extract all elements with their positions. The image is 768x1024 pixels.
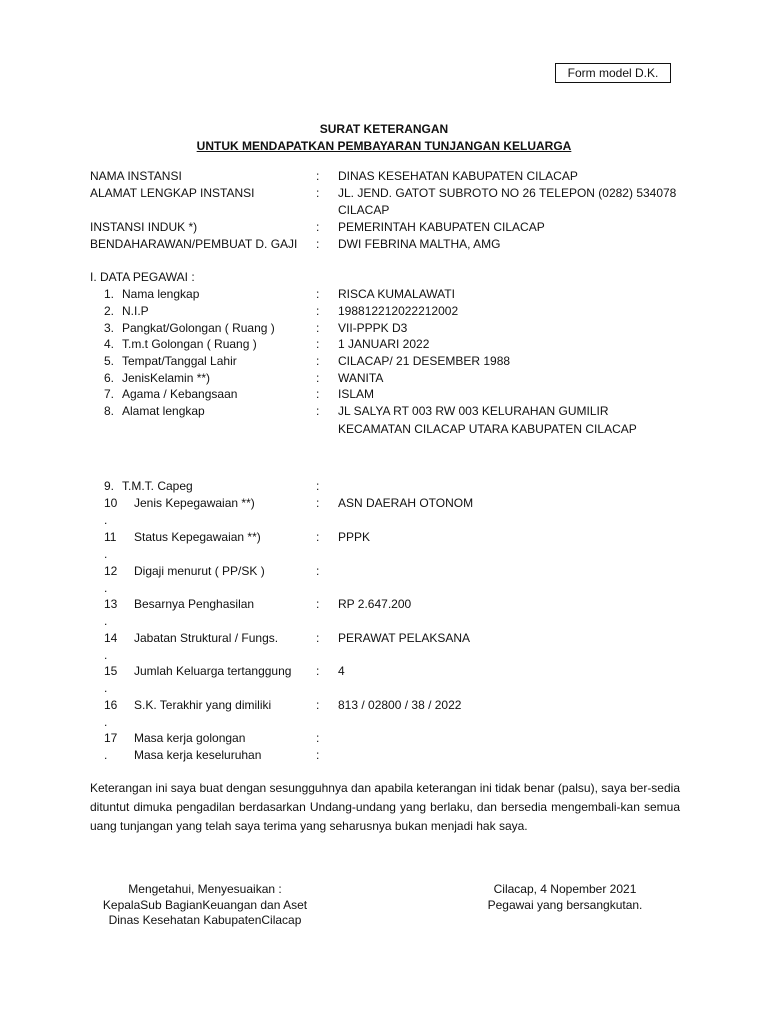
colon: : bbox=[316, 530, 320, 544]
row-label: Agama / Kebangsaan bbox=[122, 387, 238, 401]
row-label: T.m.t Golongan ( Ruang ) bbox=[122, 337, 257, 351]
colon: : bbox=[316, 404, 320, 418]
row-value-line2: KECAMATAN CILACAP UTARA KABUPATEN CILACAP bbox=[338, 422, 637, 436]
row-label: JenisKelamin **) bbox=[122, 371, 211, 385]
row-label: Jumlah Keluarga tertanggung bbox=[134, 664, 292, 678]
sign-left-line3: Dinas Kesehatan KabupatenCilacap bbox=[108, 913, 302, 927]
document-subtitle-wrap bbox=[0, 138, 768, 155]
colon: : bbox=[316, 597, 320, 611]
row-label: Alamat lengkap bbox=[122, 404, 205, 418]
row-dot: . bbox=[104, 715, 108, 729]
instansi-induk-value: PEMERINTAH KABUPATEN CILACAP bbox=[338, 220, 545, 234]
row-label: Digaji menurut ( PP/SK ) bbox=[134, 564, 265, 578]
row-value: 1 JANUARI 2022 bbox=[338, 337, 430, 351]
row-num: 11 bbox=[104, 530, 117, 544]
row-num: 1. bbox=[104, 287, 115, 301]
row-value: RP 2.647.200 bbox=[338, 597, 412, 611]
colon: : bbox=[316, 496, 320, 510]
row-num: 16 bbox=[104, 698, 118, 712]
row-value: RISCA KUMALAWATI bbox=[338, 287, 455, 301]
row-num: 12 bbox=[104, 564, 118, 578]
colon: : bbox=[316, 337, 320, 351]
colon: : bbox=[316, 631, 320, 645]
colon: : bbox=[316, 304, 320, 318]
row-value: JL SALYA RT 003 RW 003 KELURAHAN GUMILIR bbox=[338, 404, 609, 418]
row-num: 7. bbox=[104, 387, 115, 401]
row-value: PPPK bbox=[338, 530, 371, 544]
row-value: CILACAP/ 21 DESEMBER 1988 bbox=[338, 354, 511, 368]
sign-right-line1: Cilacap, 4 Nopember 2021 bbox=[493, 882, 637, 896]
colon: : bbox=[316, 748, 320, 762]
row-dot: . bbox=[104, 513, 108, 527]
row-label: Jenis Kepegawaian **) bbox=[134, 496, 255, 510]
row-label: Besarnya Penghasilan bbox=[134, 597, 255, 611]
row-value: 4 bbox=[338, 664, 345, 678]
sign-left-line1: Mengetahui, Menyesuaikan : bbox=[128, 882, 282, 896]
instansi-alamat-value-1: JL. JEND. GATOT SUBROTO NO 26 TELEPON (0282) 534078 bbox=[338, 186, 677, 200]
row-dot: . bbox=[104, 614, 108, 628]
colon: : bbox=[316, 731, 320, 745]
colon: : bbox=[316, 354, 320, 368]
row-label: Jabatan Struktural / Fungs. bbox=[134, 631, 279, 645]
row-value: ISLAM bbox=[338, 387, 375, 401]
row-label: S.K. Terakhir yang dimiliki bbox=[134, 698, 272, 712]
colon: : bbox=[316, 371, 320, 385]
row-dot: . bbox=[104, 547, 108, 561]
row-num: 17 bbox=[104, 731, 118, 745]
instansi-nama-value: DINAS KESEHATAN KABUPATEN CILACAP bbox=[338, 169, 578, 183]
colon: : bbox=[316, 698, 320, 712]
sign-left-line2: KepalaSub BagianKeuangan dan Aset bbox=[102, 898, 308, 912]
row-label: Status Kepegawaian **) bbox=[134, 530, 261, 544]
form-model-label: Form model D.K. bbox=[555, 63, 671, 83]
row-num: 9. bbox=[104, 479, 115, 493]
row-label: Nama lengkap bbox=[122, 287, 200, 301]
document-title: SURAT KETERANGAN bbox=[319, 122, 449, 136]
row-value: PERAWAT PELAKSANA bbox=[338, 631, 471, 645]
colon: : bbox=[316, 220, 320, 234]
colon: : bbox=[316, 664, 320, 678]
row-label: Masa kerja golongan bbox=[134, 731, 246, 745]
row-label: Masa kerja keseluruhan bbox=[134, 748, 262, 762]
row-num: . bbox=[104, 748, 108, 762]
row-num: 13 bbox=[104, 597, 118, 611]
row-dot: . bbox=[104, 581, 108, 595]
colon: : bbox=[316, 564, 320, 578]
row-num: 10 bbox=[104, 496, 118, 510]
colon: : bbox=[316, 321, 320, 335]
row-label: T.M.T. Capeg bbox=[122, 479, 193, 493]
row-num: 3. bbox=[104, 321, 115, 335]
row-dot: . bbox=[104, 681, 108, 695]
instansi-alamat-value-2: CILACAP bbox=[338, 203, 390, 217]
row-num: 5. bbox=[104, 354, 115, 368]
instansi-nama-label: NAMA INSTANSI bbox=[90, 169, 182, 183]
row-label: N.I.P bbox=[122, 304, 149, 318]
row-num: 2. bbox=[104, 304, 115, 318]
document-subtitle: UNTUK MENDAPATKAN PEMBAYARAN TUNJANGAN KELUARGA bbox=[196, 139, 572, 153]
row-num: 14 bbox=[104, 631, 118, 645]
section-heading: I. DATA PEGAWAI : bbox=[90, 270, 195, 284]
row-num: 15 bbox=[104, 664, 118, 678]
statement-paragraph: Keterangan ini saya buat dengan sesungguhnya dan apabila keterangan ini tidak benar (palsu), saya ber-sedia dituntut dimuka pengadilan berdasarkan Undang-undang yang berlaku, dan bersedia mengembali-kan semua uang tunjangan yang telah saya terima yang seharusnya bukan menjadi hak saya. bbox=[90, 781, 680, 833]
colon: : bbox=[316, 169, 320, 183]
row-num: 4. bbox=[104, 337, 115, 351]
colon: : bbox=[316, 237, 320, 251]
colon: : bbox=[316, 479, 320, 493]
row-num: 8. bbox=[104, 404, 115, 418]
row-value: ASN DAERAH OTONOM bbox=[338, 496, 474, 510]
bendahara-label: BENDAHARAWAN/PEMBUAT D. GAJI bbox=[90, 237, 298, 251]
sign-right-line2: Pegawai yang bersangkutan. bbox=[487, 898, 643, 912]
row-value: VII-PPPK D3 bbox=[338, 321, 408, 335]
row-label: Tempat/Tanggal Lahir bbox=[122, 354, 237, 368]
row-value: 813 / 02800 / 38 / 2022 bbox=[338, 698, 462, 712]
colon: : bbox=[316, 186, 320, 200]
instansi-alamat-label: ALAMAT LENGKAP INSTANSI bbox=[90, 186, 255, 200]
instansi-induk-label: INSTANSI INDUK *) bbox=[90, 220, 198, 234]
row-value: WANITA bbox=[338, 371, 384, 385]
bendahara-value: DWI FEBRINA MALTHA, AMG bbox=[338, 237, 501, 251]
row-num: 6. bbox=[104, 371, 115, 385]
colon: : bbox=[316, 387, 320, 401]
row-label: Pangkat/Golongan ( Ruang ) bbox=[122, 321, 275, 335]
row-value: 198812212022212002 bbox=[338, 304, 459, 318]
colon: : bbox=[316, 287, 320, 301]
row-dot: . bbox=[104, 648, 108, 662]
